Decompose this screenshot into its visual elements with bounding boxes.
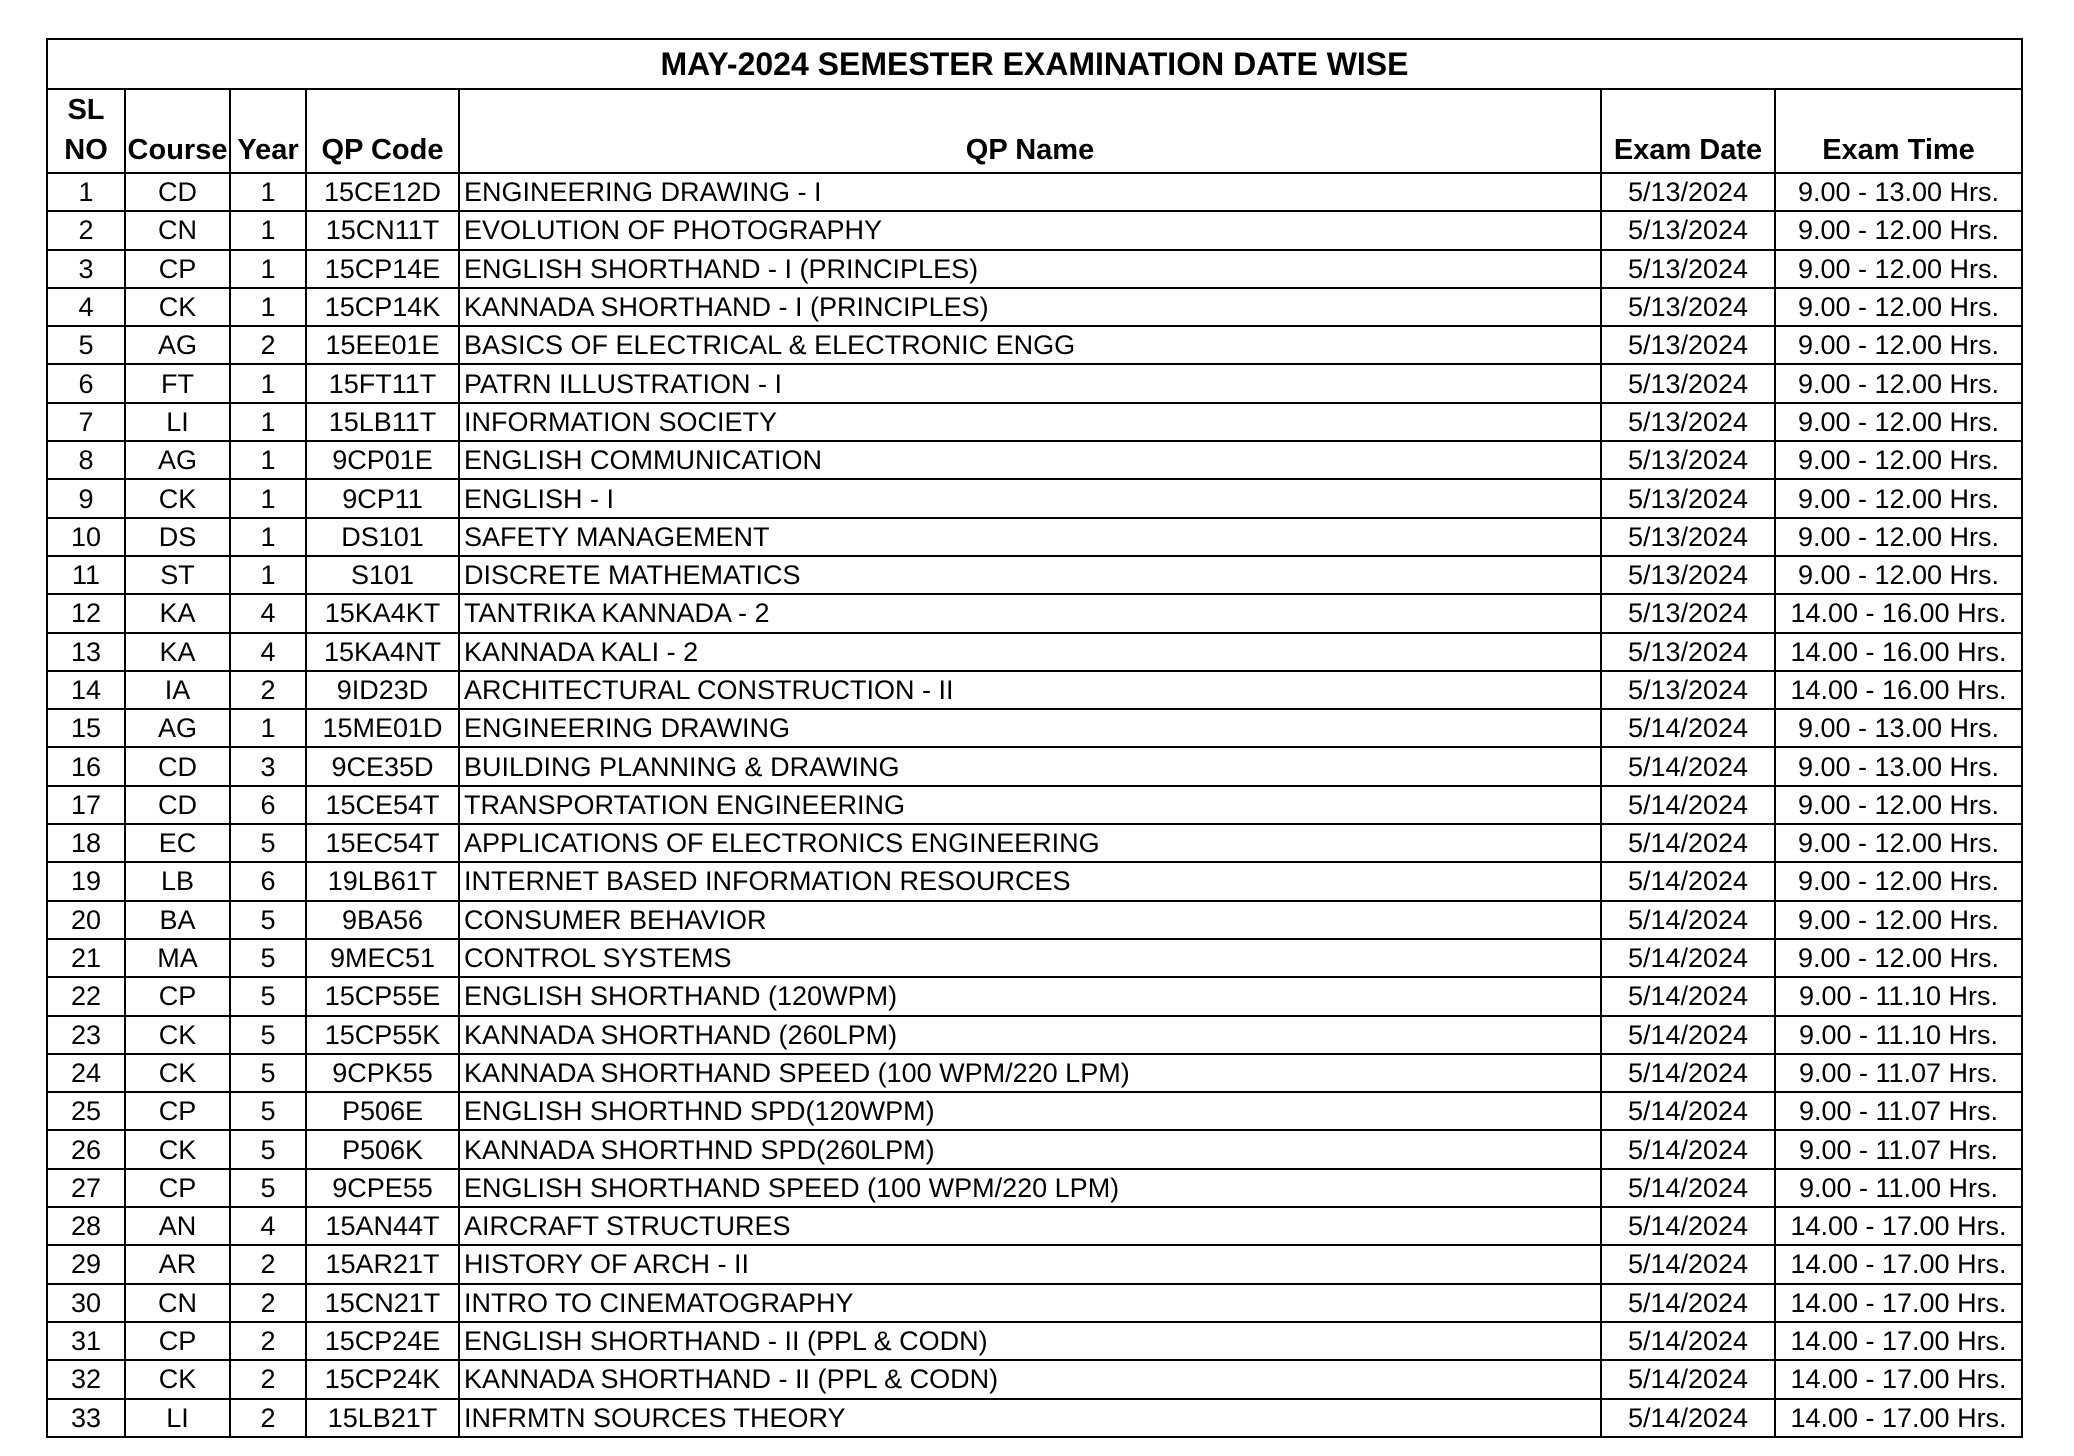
table-title: MAY-2024 SEMESTER EXAMINATION DATE WISE	[47, 39, 2022, 89]
cell-qp-name: BUILDING PLANNING & DRAWING	[459, 747, 1601, 785]
title-row	[47, 39, 2022, 89]
cell-qp-code: 15AN44T	[306, 1207, 459, 1245]
cell-exam-date: 5/14/2024	[1601, 1130, 1775, 1168]
table-row	[47, 518, 2022, 556]
cell-exam-date: 5/13/2024	[1601, 173, 1775, 211]
table-row	[47, 1169, 2022, 1207]
cell-exam-time: 9.00 - 11.00 Hrs.	[1775, 1169, 2022, 1207]
cell-year: 1	[230, 211, 306, 249]
cell-sl-no: 21	[47, 939, 125, 977]
cell-year: 5	[230, 901, 306, 939]
header-qp-name: QP Name	[459, 89, 1601, 173]
cell-year: 2	[230, 1245, 306, 1283]
cell-qp-name: DISCRETE MATHEMATICS	[459, 556, 1601, 594]
cell-exam-date: 5/14/2024	[1601, 1399, 1775, 1437]
cell-sl-no: 14	[47, 671, 125, 709]
cell-exam-time: 9.00 - 12.00 Hrs.	[1775, 518, 2022, 556]
table-row	[47, 786, 2022, 824]
cell-exam-time: 9.00 - 12.00 Hrs.	[1775, 556, 2022, 594]
cell-year: 6	[230, 862, 306, 900]
cell-exam-time: 9.00 - 12.00 Hrs.	[1775, 211, 2022, 249]
cell-qp-code: P506K	[306, 1130, 459, 1168]
cell-course: CK	[125, 1360, 230, 1398]
cell-exam-time: 9.00 - 12.00 Hrs.	[1775, 326, 2022, 364]
cell-exam-date: 5/13/2024	[1601, 479, 1775, 517]
cell-qp-name: KANNADA SHORTHAND - I (PRINCIPLES)	[459, 288, 1601, 326]
cell-qp-name: KANNADA SHORTHAND - II (PPL & CODN)	[459, 1360, 1601, 1398]
cell-exam-date: 5/13/2024	[1601, 633, 1775, 671]
cell-qp-name: INFRMTN SOURCES THEORY	[459, 1399, 1601, 1437]
table-row	[47, 1016, 2022, 1054]
cell-course: FT	[125, 364, 230, 402]
cell-qp-name: HISTORY OF ARCH - II	[459, 1245, 1601, 1283]
table-row	[47, 403, 2022, 441]
cell-qp-name: ENGLISH SHORTHAND SPEED (100 WPM/220 LPM)	[459, 1169, 1601, 1207]
table-row	[47, 250, 2022, 288]
exam-schedule-sheet	[46, 38, 2021, 1438]
cell-exam-time: 14.00 - 17.00 Hrs.	[1775, 1399, 2022, 1437]
cell-course: AG	[125, 709, 230, 747]
cell-sl-no: 10	[47, 518, 125, 556]
cell-sl-no: 26	[47, 1130, 125, 1168]
cell-qp-name: ENGLISH SHORTHND SPD(120WPM)	[459, 1092, 1601, 1130]
cell-exam-time: 9.00 - 12.00 Hrs.	[1775, 250, 2022, 288]
cell-sl-no: 32	[47, 1360, 125, 1398]
cell-course: CP	[125, 1092, 230, 1130]
cell-sl-no: 1	[47, 173, 125, 211]
cell-qp-name: INTRO TO CINEMATOGRAPHY	[459, 1284, 1601, 1322]
cell-course: CD	[125, 786, 230, 824]
cell-qp-name: INFORMATION SOCIETY	[459, 403, 1601, 441]
cell-year: 2	[230, 671, 306, 709]
cell-qp-name: PATRN ILLUSTRATION - I	[459, 364, 1601, 402]
exam-schedule-table	[46, 38, 2023, 1438]
cell-sl-no: 20	[47, 901, 125, 939]
cell-year: 5	[230, 1016, 306, 1054]
cell-year: 6	[230, 786, 306, 824]
cell-year: 1	[230, 556, 306, 594]
cell-sl-no: 22	[47, 977, 125, 1015]
cell-year: 2	[230, 1360, 306, 1398]
cell-qp-name: ENGLISH SHORTHAND - II (PPL & CODN)	[459, 1322, 1601, 1360]
cell-sl-no: 18	[47, 824, 125, 862]
cell-qp-code: 15KA4NT	[306, 633, 459, 671]
cell-qp-code: 9CPK55	[306, 1054, 459, 1092]
table-row	[47, 479, 2022, 517]
cell-course: DS	[125, 518, 230, 556]
table-row	[47, 288, 2022, 326]
cell-exam-time: 14.00 - 16.00 Hrs.	[1775, 594, 2022, 632]
cell-exam-date: 5/13/2024	[1601, 364, 1775, 402]
cell-course: AG	[125, 326, 230, 364]
cell-qp-code: P506E	[306, 1092, 459, 1130]
cell-qp-code: 15CP24E	[306, 1322, 459, 1360]
table-row	[47, 633, 2022, 671]
cell-exam-date: 5/14/2024	[1601, 1207, 1775, 1245]
cell-course: LI	[125, 1399, 230, 1437]
cell-qp-name: INTERNET BASED INFORMATION RESOURCES	[459, 862, 1601, 900]
cell-exam-time: 9.00 - 12.00 Hrs.	[1775, 862, 2022, 900]
cell-year: 5	[230, 1054, 306, 1092]
cell-course: MA	[125, 939, 230, 977]
cell-exam-time: 14.00 - 17.00 Hrs.	[1775, 1284, 2022, 1322]
cell-qp-code: 15CN21T	[306, 1284, 459, 1322]
cell-sl-no: 4	[47, 288, 125, 326]
table-row	[47, 1207, 2022, 1245]
table-row	[47, 594, 2022, 632]
cell-course: AN	[125, 1207, 230, 1245]
cell-course: ST	[125, 556, 230, 594]
cell-course: LB	[125, 862, 230, 900]
cell-course: CD	[125, 173, 230, 211]
cell-year: 3	[230, 747, 306, 785]
cell-sl-no: 11	[47, 556, 125, 594]
cell-course: IA	[125, 671, 230, 709]
cell-course: CN	[125, 211, 230, 249]
cell-qp-code: 15CE12D	[306, 173, 459, 211]
cell-sl-no: 24	[47, 1054, 125, 1092]
cell-sl-no: 29	[47, 1245, 125, 1283]
cell-qp-name: KANNADA SHORTHAND SPEED (100 WPM/220 LPM)	[459, 1054, 1601, 1092]
cell-year: 1	[230, 441, 306, 479]
cell-exam-time: 9.00 - 12.00 Hrs.	[1775, 824, 2022, 862]
cell-sl-no: 16	[47, 747, 125, 785]
table-body	[47, 173, 2022, 1437]
cell-qp-code: 15CN11T	[306, 211, 459, 249]
cell-year: 4	[230, 1207, 306, 1245]
cell-sl-no: 33	[47, 1399, 125, 1437]
cell-exam-date: 5/14/2024	[1601, 747, 1775, 785]
header-sl-no	[47, 89, 125, 173]
cell-exam-time: 9.00 - 13.00 Hrs.	[1775, 173, 2022, 211]
table-row	[47, 862, 2022, 900]
cell-qp-code: 15LB21T	[306, 1399, 459, 1437]
cell-course: CK	[125, 479, 230, 517]
cell-qp-name: BASICS OF ELECTRICAL & ELECTRONIC ENGG	[459, 326, 1601, 364]
cell-exam-time: 9.00 - 11.07 Hrs.	[1775, 1130, 2022, 1168]
cell-year: 1	[230, 250, 306, 288]
cell-sl-no: 7	[47, 403, 125, 441]
cell-sl-no: 17	[47, 786, 125, 824]
cell-qp-name: CONSUMER BEHAVIOR	[459, 901, 1601, 939]
cell-qp-code: 9CPE55	[306, 1169, 459, 1207]
cell-qp-name: ARCHITECTURAL CONSTRUCTION - II	[459, 671, 1601, 709]
cell-course: LI	[125, 403, 230, 441]
cell-sl-no: 19	[47, 862, 125, 900]
cell-qp-name: ENGLISH COMMUNICATION	[459, 441, 1601, 479]
table-row	[47, 747, 2022, 785]
cell-year: 1	[230, 709, 306, 747]
cell-exam-date: 5/13/2024	[1601, 326, 1775, 364]
cell-year: 2	[230, 1322, 306, 1360]
cell-qp-name: ENGLISH SHORTHAND (120WPM)	[459, 977, 1601, 1015]
cell-year: 5	[230, 1092, 306, 1130]
cell-year: 1	[230, 403, 306, 441]
cell-exam-time: 14.00 - 17.00 Hrs.	[1775, 1245, 2022, 1283]
cell-exam-date: 5/14/2024	[1601, 977, 1775, 1015]
header-exam-date: Exam Date	[1601, 89, 1775, 173]
cell-exam-time: 9.00 - 12.00 Hrs.	[1775, 786, 2022, 824]
cell-course: AR	[125, 1245, 230, 1283]
cell-course: KA	[125, 594, 230, 632]
cell-course: EC	[125, 824, 230, 862]
cell-qp-name: CONTROL SYSTEMS	[459, 939, 1601, 977]
cell-sl-no: 30	[47, 1284, 125, 1322]
cell-year: 5	[230, 1169, 306, 1207]
cell-exam-time: 9.00 - 11.10 Hrs.	[1775, 1016, 2022, 1054]
header-sl-no-line1: SL	[67, 94, 105, 126]
cell-exam-date: 5/13/2024	[1601, 556, 1775, 594]
cell-year: 5	[230, 977, 306, 1015]
table-row	[47, 671, 2022, 709]
cell-qp-code: 15LB11T	[306, 403, 459, 441]
cell-exam-time: 9.00 - 11.07 Hrs.	[1775, 1092, 2022, 1130]
table-row	[47, 326, 2022, 364]
cell-course: BA	[125, 901, 230, 939]
cell-qp-code: 15CP55E	[306, 977, 459, 1015]
cell-sl-no: 12	[47, 594, 125, 632]
table-row	[47, 1284, 2022, 1322]
cell-qp-name: AIRCRAFT STRUCTURES	[459, 1207, 1601, 1245]
cell-year: 1	[230, 479, 306, 517]
cell-qp-code: 9CE35D	[306, 747, 459, 785]
cell-sl-no: 28	[47, 1207, 125, 1245]
cell-year: 4	[230, 594, 306, 632]
cell-exam-date: 5/14/2024	[1601, 1322, 1775, 1360]
table-row	[47, 556, 2022, 594]
cell-qp-code: DS101	[306, 518, 459, 556]
cell-exam-time: 9.00 - 12.00 Hrs.	[1775, 939, 2022, 977]
cell-qp-code: 15CP24K	[306, 1360, 459, 1398]
cell-qp-code: 9BA56	[306, 901, 459, 939]
cell-exam-date: 5/14/2024	[1601, 1245, 1775, 1283]
table-row	[47, 1054, 2022, 1092]
cell-qp-code: 15CP55K	[306, 1016, 459, 1054]
cell-exam-time: 9.00 - 12.00 Hrs.	[1775, 479, 2022, 517]
header-exam-time: Exam Time	[1775, 89, 2022, 173]
page-bottom-edge	[0, 1446, 2074, 1456]
cell-year: 1	[230, 288, 306, 326]
cell-exam-time: 9.00 - 12.00 Hrs.	[1775, 403, 2022, 441]
cell-course: CK	[125, 288, 230, 326]
cell-exam-time: 14.00 - 17.00 Hrs.	[1775, 1207, 2022, 1245]
cell-year: 5	[230, 1130, 306, 1168]
cell-course: CK	[125, 1130, 230, 1168]
cell-exam-time: 9.00 - 11.10 Hrs.	[1775, 977, 2022, 1015]
cell-exam-time: 14.00 - 16.00 Hrs.	[1775, 633, 2022, 671]
cell-sl-no: 27	[47, 1169, 125, 1207]
cell-qp-code: 15EE01E	[306, 326, 459, 364]
table-row	[47, 1360, 2022, 1398]
cell-exam-date: 5/14/2024	[1601, 1360, 1775, 1398]
cell-exam-date: 5/14/2024	[1601, 1054, 1775, 1092]
table-row	[47, 173, 2022, 211]
cell-course: CP	[125, 1169, 230, 1207]
cell-sl-no: 31	[47, 1322, 125, 1360]
cell-qp-name: ENGLISH SHORTHAND - I (PRINCIPLES)	[459, 250, 1601, 288]
cell-qp-name: ENGLISH - I	[459, 479, 1601, 517]
table-row	[47, 901, 2022, 939]
cell-exam-time: 14.00 - 16.00 Hrs.	[1775, 671, 2022, 709]
cell-qp-code: 15KA4KT	[306, 594, 459, 632]
cell-exam-date: 5/14/2024	[1601, 786, 1775, 824]
cell-qp-code: 15CP14E	[306, 250, 459, 288]
cell-exam-time: 9.00 - 12.00 Hrs.	[1775, 441, 2022, 479]
cell-exam-date: 5/13/2024	[1601, 441, 1775, 479]
table-row	[47, 977, 2022, 1015]
cell-exam-time: 9.00 - 13.00 Hrs.	[1775, 747, 2022, 785]
cell-qp-name: KANNADA SHORTHND SPD(260LPM)	[459, 1130, 1601, 1168]
header-qp-code: QP Code	[306, 89, 459, 173]
table-row	[47, 1130, 2022, 1168]
cell-qp-code: 15FT11T	[306, 364, 459, 402]
cell-exam-date: 5/14/2024	[1601, 939, 1775, 977]
cell-exam-date: 5/14/2024	[1601, 824, 1775, 862]
cell-qp-code: 15EC54T	[306, 824, 459, 862]
cell-exam-date: 5/14/2024	[1601, 709, 1775, 747]
cell-year: 2	[230, 1399, 306, 1437]
table-row	[47, 709, 2022, 747]
cell-sl-no: 8	[47, 441, 125, 479]
cell-year: 2	[230, 326, 306, 364]
header-year: Year	[230, 89, 306, 173]
cell-exam-date: 5/13/2024	[1601, 594, 1775, 632]
cell-sl-no: 3	[47, 250, 125, 288]
cell-exam-date: 5/14/2024	[1601, 1284, 1775, 1322]
cell-sl-no: 25	[47, 1092, 125, 1130]
cell-qp-code: 9CP11	[306, 479, 459, 517]
cell-exam-date: 5/14/2024	[1601, 1016, 1775, 1054]
cell-year: 5	[230, 939, 306, 977]
cell-course: CK	[125, 1016, 230, 1054]
cell-exam-time: 9.00 - 11.07 Hrs.	[1775, 1054, 2022, 1092]
cell-sl-no: 23	[47, 1016, 125, 1054]
cell-sl-no: 9	[47, 479, 125, 517]
cell-exam-time: 9.00 - 12.00 Hrs.	[1775, 364, 2022, 402]
table-row	[47, 441, 2022, 479]
cell-sl-no: 6	[47, 364, 125, 402]
table-row	[47, 1245, 2022, 1283]
cell-exam-date: 5/13/2024	[1601, 671, 1775, 709]
cell-exam-time: 14.00 - 17.00 Hrs.	[1775, 1322, 2022, 1360]
table-row	[47, 364, 2022, 402]
cell-exam-date: 5/13/2024	[1601, 250, 1775, 288]
cell-course: CN	[125, 1284, 230, 1322]
cell-exam-date: 5/14/2024	[1601, 1092, 1775, 1130]
table-row	[47, 1092, 2022, 1130]
cell-qp-code: 15ME01D	[306, 709, 459, 747]
cell-course: KA	[125, 633, 230, 671]
cell-qp-name: EVOLUTION OF PHOTOGRAPHY	[459, 211, 1601, 249]
cell-year: 5	[230, 824, 306, 862]
cell-sl-no: 15	[47, 709, 125, 747]
header-sl-no-line2: NO	[64, 134, 108, 166]
cell-exam-time: 9.00 - 12.00 Hrs.	[1775, 288, 2022, 326]
cell-qp-code: 9MEC51	[306, 939, 459, 977]
table-row	[47, 1322, 2022, 1360]
cell-sl-no: 2	[47, 211, 125, 249]
cell-year: 4	[230, 633, 306, 671]
cell-qp-name: SAFETY MANAGEMENT	[459, 518, 1601, 556]
cell-exam-date: 5/13/2024	[1601, 211, 1775, 249]
cell-qp-code: 19LB61T	[306, 862, 459, 900]
cell-qp-code: 15AR21T	[306, 1245, 459, 1283]
cell-year: 1	[230, 518, 306, 556]
cell-exam-date: 5/14/2024	[1601, 901, 1775, 939]
header-course: Course	[125, 89, 230, 173]
cell-course: AG	[125, 441, 230, 479]
cell-course: CP	[125, 977, 230, 1015]
cell-exam-time: 9.00 - 12.00 Hrs.	[1775, 901, 2022, 939]
cell-qp-name: TANTRIKA KANNADA - 2	[459, 594, 1601, 632]
cell-qp-code: 15CE54T	[306, 786, 459, 824]
cell-year: 1	[230, 173, 306, 211]
cell-qp-name: APPLICATIONS OF ELECTRONICS ENGINEERING	[459, 824, 1601, 862]
cell-qp-name: TRANSPORTATION ENGINEERING	[459, 786, 1601, 824]
table-row	[47, 211, 2022, 249]
cell-exam-date: 5/14/2024	[1601, 1169, 1775, 1207]
cell-year: 2	[230, 1284, 306, 1322]
cell-exam-date: 5/13/2024	[1601, 403, 1775, 441]
cell-exam-date: 5/14/2024	[1601, 862, 1775, 900]
cell-qp-name: KANNADA KALI - 2	[459, 633, 1601, 671]
cell-course: CP	[125, 1322, 230, 1360]
cell-qp-name: ENGINEERING DRAWING - I	[459, 173, 1601, 211]
cell-sl-no: 13	[47, 633, 125, 671]
cell-qp-name: ENGINEERING DRAWING	[459, 709, 1601, 747]
cell-exam-time: 9.00 - 13.00 Hrs.	[1775, 709, 2022, 747]
cell-exam-date: 5/13/2024	[1601, 288, 1775, 326]
table-row	[47, 939, 2022, 977]
cell-qp-code: 15CP14K	[306, 288, 459, 326]
cell-qp-name: KANNADA SHORTHAND (260LPM)	[459, 1016, 1601, 1054]
cell-sl-no: 5	[47, 326, 125, 364]
cell-exam-date: 5/13/2024	[1601, 518, 1775, 556]
cell-exam-time: 14.00 - 17.00 Hrs.	[1775, 1360, 2022, 1398]
cell-qp-code: 9ID23D	[306, 671, 459, 709]
cell-course: CK	[125, 1054, 230, 1092]
table-row	[47, 1399, 2022, 1437]
table-row	[47, 824, 2022, 862]
cell-course: CD	[125, 747, 230, 785]
cell-qp-code: S101	[306, 556, 459, 594]
header-row	[47, 89, 2022, 173]
cell-qp-code: 9CP01E	[306, 441, 459, 479]
cell-course: CP	[125, 250, 230, 288]
cell-year: 1	[230, 364, 306, 402]
